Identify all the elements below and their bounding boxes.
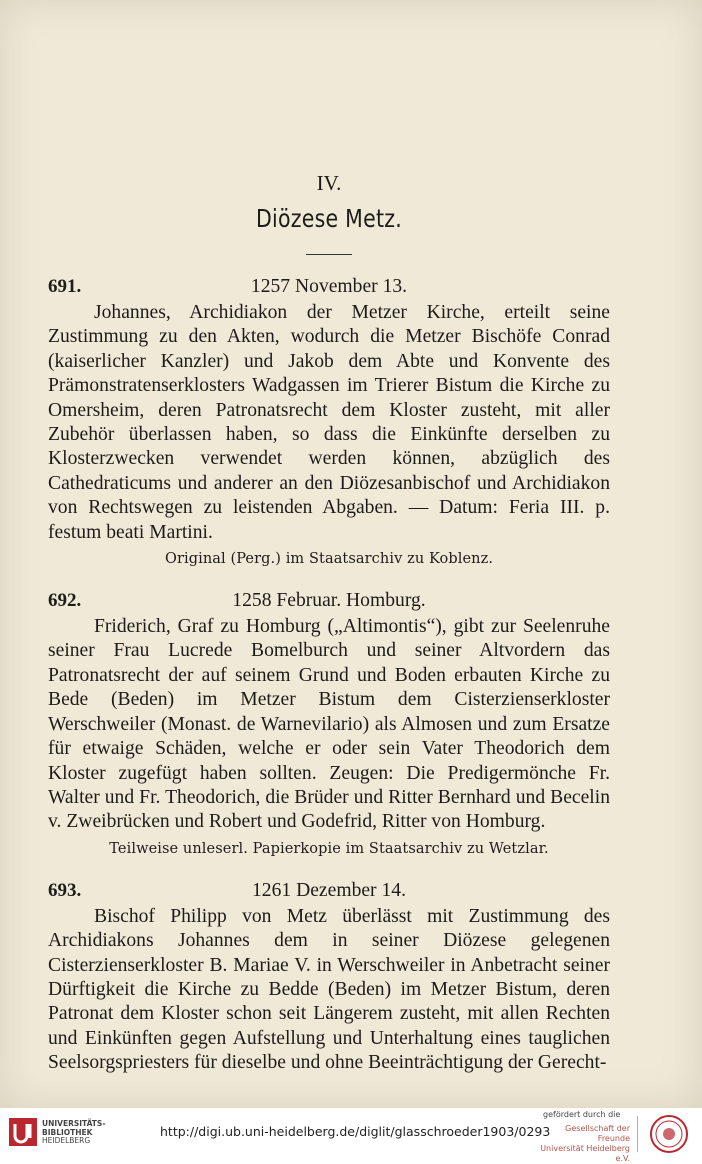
university-seal-icon: [646, 1114, 692, 1154]
chapter-title: Diözese Metz.: [255, 204, 403, 233]
title-rule: [306, 254, 352, 255]
footer-divider: [637, 1116, 638, 1152]
chapter-numeral: IV.: [316, 171, 342, 195]
entry-date: 1257 November 13.: [250, 276, 408, 297]
entry-number: 691.: [48, 276, 82, 297]
entry-source: Original (Perg.) im Staatsarchiv zu Koblenz.: [164, 551, 494, 568]
entry-number: 693.: [48, 879, 82, 901]
entry-date: 1261 Dezember 14.: [252, 879, 406, 901]
entry-date: 1258 Februar. Homburg.: [232, 590, 426, 612]
page-content: [48, 170, 610, 1076]
sponsor-name: Gesellschaft der Freunde Universität Heidelberg e.V.: [540, 1124, 630, 1163]
funded-by-label: gefördert durch die: [543, 1110, 621, 1119]
entry-paragraph: Johannes, Archidiakon der Metzer Kirche, erteilt seine Zustimmung zu den Akten, wodurch die Metzer Bischöfe Conrad (kaiserlicher Kanzler) und Jakob dem Abte und Konvente des Prämonstratenserklosters Wadgassen im Trierer Bistum die Kirche zu Omersheim, deren Patronatsrecht dem Kloster zusteht, mit aller Zubehör überlassen haben, so dass die Einkünfte derselben zu Klosterzwecken verwendet werden können, abzüglich des Cathedraticums und anderer an den Diözesanbischof und Archidiakon von Rechtswegen zu leistenden Abgaben. — Datum: Feria III. p. festum beati Martini.: [48, 302, 610, 543]
entry-691: [48, 275, 610, 569]
entry-number: 692.: [48, 590, 82, 612]
entry-paragraph: Bischof Philipp von Metz überlässt mit Zustimmung des Archidiakons Johannes dem in seiner Diözese gelegenen Cisterzienserkloster B. Mariae V. in Werschweiler in Anbetracht seiner Dürftigkeit die Kirche zu Bedde (Beden) im Metzer Bistum, deren Patronat dem Kloster schon seit Längerem zusteht, mit allen Rechten und Einkünften gegen Aufstellung und Unterhaltung eines tauglichen Seelsorgspriesters für dieselbe und ohne Beeinträchtigung der Gerecht-: [48, 905, 610, 1074]
entry-693: [48, 879, 610, 1076]
entry-paragraph: Friderich, Graf zu Homburg („Altimontis“), gibt zur Seelenruhe seiner Frau Lucrede Bomelburch und seiner Altvordern das Patronatsrecht der auf seinem Grund und Boden erbauten Kirche zu Bede (Beden) im Metzer Bistum dem Cisterzienserkloster Werschweiler (Monast. de Warnevilario) als Almosen und zum Ersatze für etwaige Schäden, welche er oder sein Vater Theodorich dem Kloster zugefügt haben sollten. Zeugen: Die Predigermönche Fr. Walter und Fr. Theodorich, die Brüder und Ritter Bernhard und Becelin v. Zweibrücken und Robert und Godefrid, Ritter von Homburg.: [48, 616, 610, 833]
viewer-footer: [0, 1108, 702, 1163]
entry-692: [48, 589, 610, 859]
entry-source: Teilweise unleserl. Papierkopie im Staatsarchiv zu Wetzlar.: [109, 840, 549, 857]
library-name: UNIVERSITÄTS- BIBLIOTHEK HEIDELBERG: [42, 1119, 106, 1145]
permalink-url[interactable]: http://digi.ub.uni-heidelberg.de/diglit/glasschroeder1903/0293: [160, 1124, 551, 1139]
university-library-logo-icon: [8, 1114, 42, 1150]
